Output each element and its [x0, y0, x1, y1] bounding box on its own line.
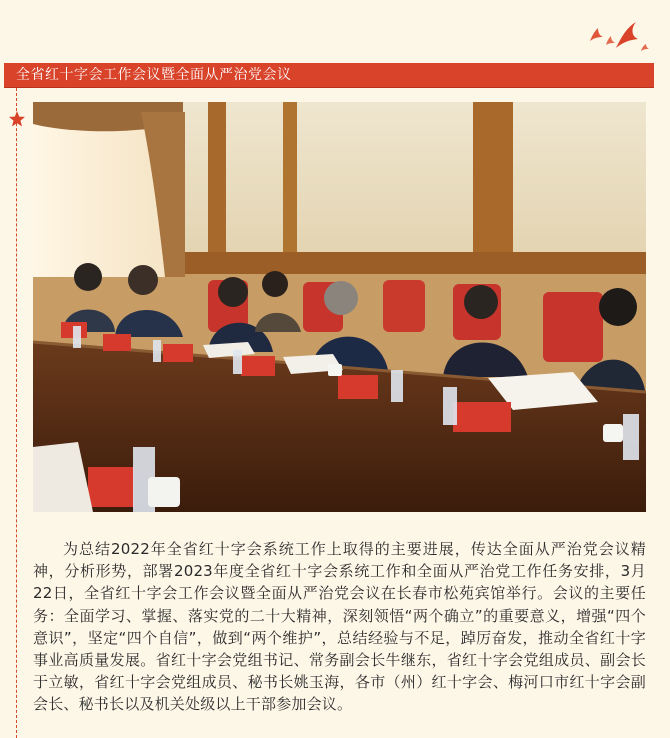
- flying-birds-icon: [576, 14, 656, 58]
- side-dashed-line: [16, 88, 17, 738]
- article-paragraph: 为总结2022年全省红十字会系统工作上取得的主要进展，传达全面从严治党会议精神，分析形势，部署2023年度全省红十字会系统工作和全面从严治党工作任务安排，3月22日，全省红十字会工作会议暨全面从严治党会议在长春市松苑宾馆举行。会议的主要任务：全面学习、掌握、落实党的二十大精神，深刻领悟“两个确立”的重要意义，增强“四个意识”，坚定“四个自信”，做到“两个维护”，总结经验与不足，踔厉奋发，推动全省红十字事业高质量发展。省红十字会党组书记、常务副会长牛继东，省红十字会党组成员、副会长于立敏，省红十字会党组成员、秘书长姚玉海，各市（州）红十字会、梅河口市红十字会副会长、秘书长以及机关处级以上干部参加会议。: [33, 540, 646, 714]
- star-icon: [8, 110, 26, 128]
- title-banner: [4, 63, 654, 87]
- article-title: 全省红十字会工作会议暨全面从严治党会议: [16, 67, 292, 83]
- meeting-photo: [33, 102, 646, 512]
